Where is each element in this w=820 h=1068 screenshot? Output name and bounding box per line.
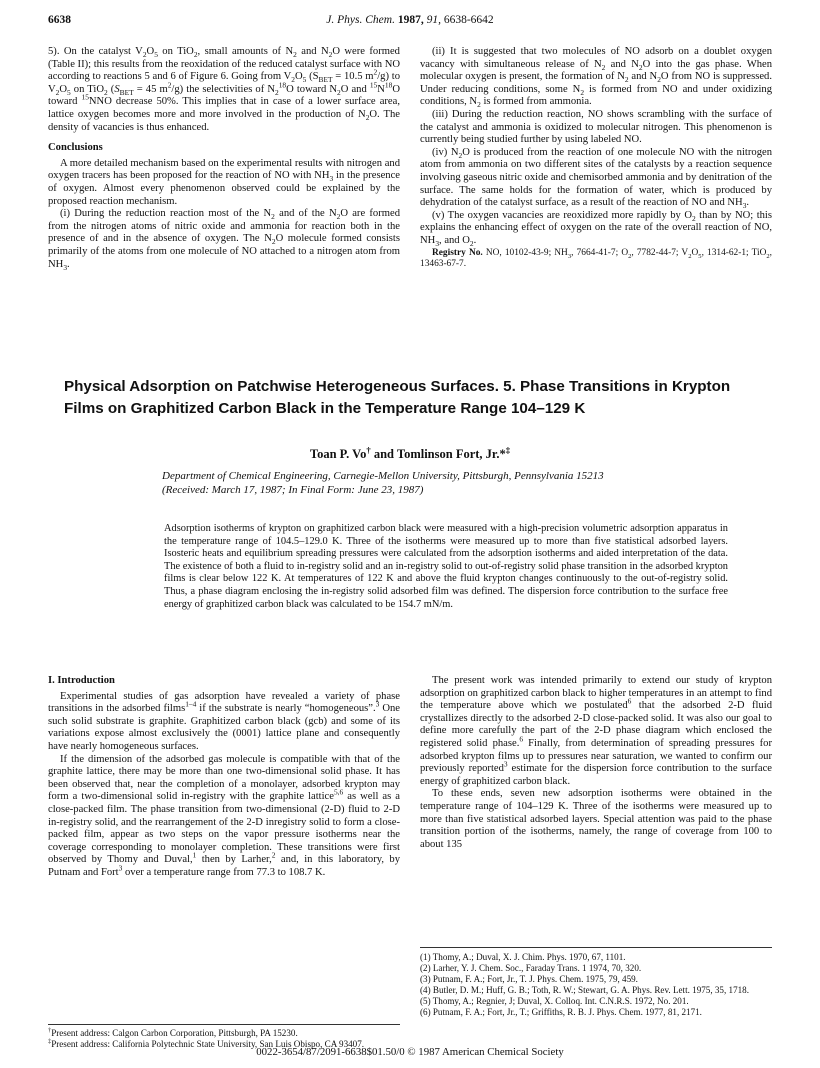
footnote-item: ‡Present address: California Polytechnic State University, San Luis Obispo, CA 93407. (48, 1037, 365, 1049)
paragraph: A more detailed mechanism based on the experimental results with nitrogen and oxygen tracers has been proposed for the reaction of NO with $NH_3$ in the presence of oxygen. Almost every phenomenon observed could be explained by the proposed reaction mechanism. (48, 157, 400, 207)
article-title: Physical Adsorption on Patchwise Heterogeneous Surfaces. 5. Phase Transitions in Krypton Films on Graphitized Carbon Black in the Temperature Range 104–129 K (64, 378, 731, 417)
received-date: (Received: March 17, 1987; In Final Form: June 23, 1987) (162, 483, 424, 496)
paragraph: To these ends, seven new adsorption isotherms were obtained in the temperature range of 104–129 K. Three of the isotherms were measured up to more than five statistical adsorbed layers. Special attention was paid to the phase transition portion of the isotherms, namely, the range of coverage from 100 to about 135 (420, 788, 772, 850)
abstract: Adsorption isotherms of krypton on graphitized carbon black were measured with a high-precision volumetric adsorption apparatus in the temperature range of 104.5–129.0 K. Three of the isotherms were measured up to more than five statistical adsorbed layers. Isosteric heats and equilibrium spreading pressures were calculated from the adsorption isotherms and aided interpretation of the data. The existence of both a fluid to in-registry solid and an in-registry solid to out-of-registry solid phase transition in the adsorbed krypton films is clear below 122 K. At temperatures of 122 K and above the fluid krypton changes continuously to the out-of-registry solid. Thus, a phase diagram enclosing the in-registry solid adsorbed film was defined. The dispersion force contribution to the surface free energy of graphitized carbon black was calculated to be 154.7 mN/m. (164, 523, 728, 610)
paragraph: (i) During the reduction reaction most of the $N_2$ and of the $N_2O$ are formed from the nitrogen atoms of nitric oxide and ammonia for reaction both in the presence of and in the absence of oxygen. The $N_2O$ molecule formed consists primarily of the atoms from one molecule of NO attached to a nitrogen atom from $NH_3$. (48, 208, 400, 272)
page-footer: 0022-3654/87/2091-6638$01.50/0 © 1987 American Chemical Society (256, 1046, 564, 1058)
paragraph: 5). On the catalyst $V_2O_5$ on TiO$_2$, small amounts of $N_2$ and $N_2O$ were formed (Table II); this results from the reoxidation of the reduced catalyst surface with NO according to reactions 5 and 6 of Figure 6. Going from $V_2O_5$ ($S_{BET} = 10.5$ $m^2/g$) to $V_2O_5$ on TiO$_2$ ($S_{BET} = 45$ $m^2/g$) the selectivities of $N_2^{18}O$ toward $N_2O$ and $^{15}N^{18}O$ toward $^{15}$NNO decrease 50%. This implies that in case of a lower surface area, lattice oxygen becomes more and more involved in the production of $N_2O$. The density of vacancies is thus enhanced. (48, 46, 400, 133)
article-right-column (420, 675, 772, 851)
paragraph: (iv) $N_2O$ is produced from the reaction of one molecule NO with the nitrogen atom from ammonia on two different sites of the catalysts by a reaction sequence involving gaseous nitric oxide and chemisorbed ammonia and by denitration of the surface. The same holds for the formation of water, which is produced by dehydration of the catalyst surface, as a result of the reaction of NO and $NH_3$. (420, 146, 772, 211)
registry-numbers: Registry No. NO, 10102-43-9; $NH_3$, 7664-41-7; $O_2$, 7782-44-7; $V_2O_5$, 1314-62-1; TiO$_2$, 13463-67-7. (420, 247, 773, 269)
running-header (48, 14, 772, 30)
paragraph: (ii) It is suggested that two molecules of NO adsorb on a doublet oxygen vacancy with simultaneous release of $N_2$ and $N_2O$ into the gas phase. When molecular oxygen is present, the formation of $N_2$ and $N_2O$ from NO is suppressed. Under reducing conditions, some $N_2$ is formed from NO and under oxidizing conditions, $N_2$ is formed from ammonia. (420, 46, 773, 110)
journal-citation: J. Phys. Chem. 1987, 91, 6638-6642 (326, 14, 494, 26)
page-number: 6638 (48, 14, 71, 26)
prev-article-left-column (48, 46, 400, 271)
reference-item: (6) Putnam, F. A.; Fort, Jr., T.; Griffiths, R. B. J. Phys. Chem. 1977, 81, 2171. (420, 1007, 702, 1017)
reference-item: (3) Putnam, F. A.; Fort, Jr., T. J. Phys. Chem. 1975, 79, 459. (420, 974, 638, 984)
reference-item: (4) Butler, D. M.; Huff, G. B.; Toth, R. W.; Stewart, G. A. Phys. Rev. Lett. 1975, 35, 1718. (420, 985, 749, 995)
prev-article-right-column (420, 46, 772, 270)
paragraph: The present work was intended primarily to extend our study of krypton adsorption on graphitized carbon black to higher temperatures in an attempt to find the temperature above which we postulated$^6$ that the adsorbed 2-D fluid crystallizes directly to the adsorbed 2-D close-packed solid. It was also our goal to define more carefully the part of the 2-D phase diagram which enclosed the registered solid phase.$^6$ Finally, from determination of spreading pressures for adsorbed krypton films up to pressures near saturation, we wanted to confirm our previously reported$^3$ estimate for the dispersion force contribution to the surface energy of graphitized carbon black. (420, 675, 772, 787)
article-left-column (48, 675, 400, 880)
reference-item: (5) Thomy, A.; Regnier, J; Duval, X. Colloq. Int. C.N.R.S. 1972, No. 201. (420, 996, 689, 1006)
section-heading-introduction: I. Introduction (48, 675, 115, 686)
author-affiliation: Department of Chemical Engineering, Carnegie-Mellon University, Pittsburgh, Pennsylvania 15213 (Received: March 17, 1987; In Final Form: June 23, 1987) (162, 470, 740, 497)
reference-item: (2) Larher, Y. J. Chem. Soc., Faraday Trans. 1 1974, 70, 320. (420, 963, 642, 973)
footnote-item: †Present address: Calgon Carbon Corporation, Pittsburgh, PA 15230. (48, 1026, 298, 1038)
paragraph: If the dimension of the adsorbed gas molecule is compatible with that of the graphite lattice, there may be more than one two-dimensional solid phase. It has been observed that, near the completion of a monolayer, adsorbed krypton may form a two-dimensional solid in-registry with the graphite lattice$^{5,6}$ as well as a close-packed film. The phase transition from two-dimensional (2-D) fluid to 2-D in-registry solid, and the rearrangement of the 2-D inregistry solid to form a close-packed film, appear as two steps on the vapor pressure isotherms near the coverage corresponding to monolayer completion. These transitions were first observed by Thomy and Duval,$^1$ then by Larher,$^2$ and, in this laboratory, by Putnam and Fort$^3$ over a temperature range from 77.3 to 108.7 K. (48, 753, 401, 878)
paragraph: (iii) During the reduction reaction, NO shows scrambling with the surface of the catalyst and ammonia is oxidized to molecular nitrogen. This phenomenon is currently being studied further by using labeled NO. (420, 108, 772, 146)
references-list (420, 947, 772, 1018)
paragraph: Experimental studies of gas adsorption have revealed a variety of phase transitions in the adsorbed films$^{1-4}$ if the substrate is nearly “homogeneous”.$^3$ One such solid substrate is graphite. Graphitized carbon black (gcb) and some of its variations expose almost exclusively the (0001) lattice plane and consequently have nearly homogeneous surfaces. (48, 690, 400, 752)
reference-item: (1) Thomy, A.; Duval, X. J. Chim. Phys. 1970, 67, 1101. (420, 952, 626, 962)
article-authors: Toan P. Vo† and Tomlinson Fort, Jr.*‡ (309, 444, 511, 461)
paragraph: (v) The oxygen vacancies are reoxidized more rapidly by $O_2$ than by NO; this explains the enhancing effect of oxygen on the rate of the overall reaction of NO, $NH_3$, and $O_2$. (420, 209, 772, 249)
section-heading-conclusions: Conclusions (48, 142, 103, 154)
